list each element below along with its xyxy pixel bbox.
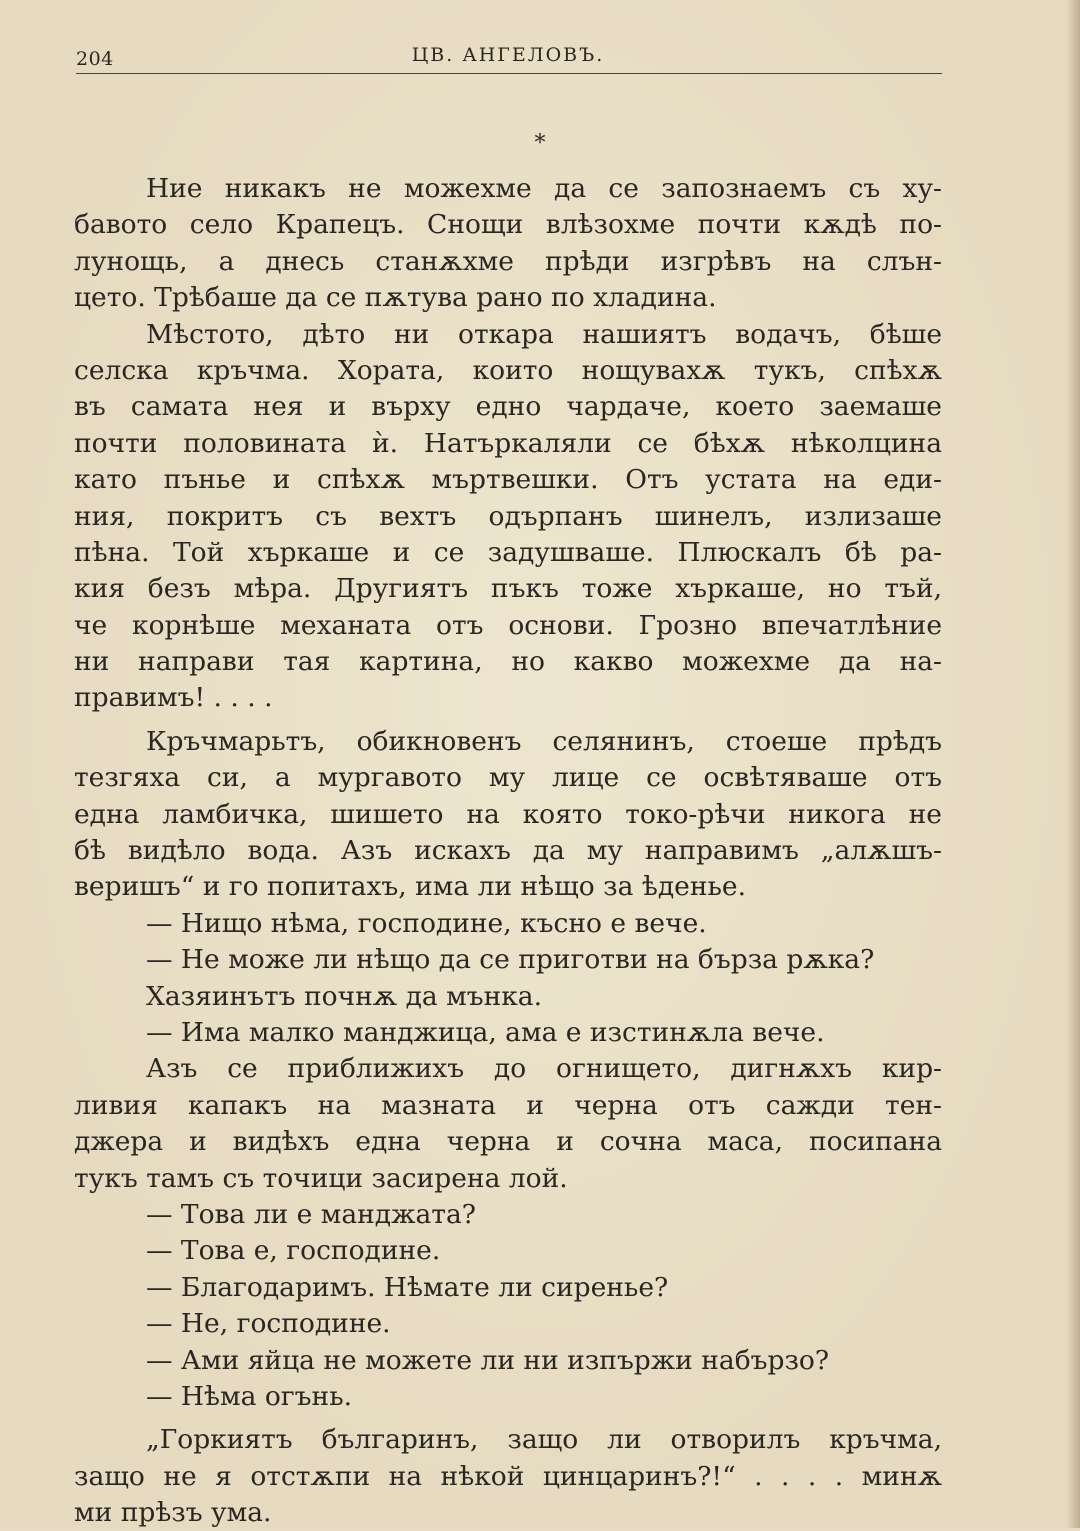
- paragraph: [74, 1233, 942, 1269]
- text-line: ния, покритъ съ вехтъ одърпанъ шинелъ, излизаше: [74, 500, 942, 532]
- paragraph: [74, 317, 942, 717]
- text-line: — Това е, господине.: [146, 1235, 441, 1267]
- section-asterism: *: [534, 131, 546, 156]
- body-text: [74, 171, 942, 1531]
- page-number: 204: [76, 48, 114, 70]
- text-line: цето. Трѣбаше да се пѫтува рано по хладина.: [74, 282, 717, 314]
- text-line: тезгяха си, а мургавото му лице се освѣтяваше отъ: [74, 762, 942, 794]
- text-line: защо не я отстѫпи на нѣкой цинцаринъ?!“ . . . . минѫ: [74, 1460, 942, 1492]
- text-line: ни направи тая картина, но какво можехме да на-: [74, 646, 942, 678]
- text-line: веришъ“ и го попитахъ, има ли нѣщо за ѣденье.: [74, 871, 747, 903]
- paragraph: [74, 1197, 942, 1233]
- paragraph-gap: [74, 1415, 942, 1422]
- page-edge-shadow: [1066, 0, 1080, 1528]
- paragraph: [74, 906, 942, 942]
- text-line: — Нѣма огънь.: [146, 1380, 353, 1412]
- text-line: почти половината ѝ. Натъркаляли се бѣхѫ нѣколцина: [74, 427, 942, 459]
- text-line: че корнѣше механата отъ основи. Грозно впечатлѣние: [74, 609, 942, 641]
- paragraph: [74, 171, 942, 317]
- text-line: — Това ли е манджата?: [146, 1198, 476, 1230]
- text-line: бѣ видѣло вода. Азъ искахъ да му направимъ „алѫшъ-: [74, 835, 942, 867]
- text-line: тукъ тамъ съ точици засирена лой.: [74, 1162, 568, 1194]
- text-line: като пъньe и спѣхѫ мъртвешки. Отъ устата на еди-: [74, 464, 942, 496]
- paragraph: [74, 724, 942, 906]
- text-line: бавото село Крапецъ. Снощи влѣзохме почти кѫдѣ по-: [74, 209, 942, 241]
- text-line: — Ами яйца не можете ли ни изпържи набързо?: [146, 1344, 830, 1376]
- text-line: — Не може ли нѣщо да се приготви на бърза рѫка?: [146, 944, 875, 976]
- paragraph: [74, 1015, 942, 1051]
- header-rule: [76, 73, 942, 74]
- text-line: Кръчмарьтъ, обикновенъ селянинъ, стоеше прѣдъ: [146, 725, 942, 757]
- paragraph: [74, 1343, 942, 1379]
- text-line: Ние никакъ не можехме да се запознаемъ съ ху-: [146, 173, 942, 204]
- text-line: кия безъ мѣра. Другиятъ пъкъ тоже хъркаше, но тъй,: [74, 573, 942, 605]
- text-line: селска кръчма. Хората, които нощувахѫ тукъ, спѣхѫ: [74, 354, 942, 386]
- paragraph-gap: [74, 717, 942, 724]
- text-line: Мѣстото, дѣто ни откара нашиятъ водачъ, бѣше: [146, 318, 942, 350]
- text-line: — Благодаримъ. Нѣмате ли сиренье?: [146, 1271, 669, 1303]
- paragraph: [74, 1422, 942, 1531]
- page-header: [76, 40, 940, 76]
- text-line: ливия капакъ на мазната и черна отъ сажди тен-: [74, 1089, 942, 1121]
- paragraph: [74, 1270, 942, 1306]
- text-line: — Не, господине.: [146, 1308, 391, 1340]
- paragraph: [74, 1379, 942, 1415]
- text-line: правимъ! . . . .: [74, 682, 273, 714]
- text-line: — Има малко манджица, ама е изстинѫла вече.: [146, 1016, 825, 1048]
- text-line: Азъ се приближихъ до огнището, дигнѫхъ кир-: [146, 1053, 942, 1085]
- text-line: джера и видѣхъ една черна и сочна маса, посипана: [74, 1126, 942, 1158]
- text-line: пѣна. Той хъркаше и се задушваше. Плюскалъ бѣ ра-: [74, 536, 942, 568]
- running-head: ЦВ. АНГЕЛОВЪ.: [411, 44, 605, 66]
- paragraph: [74, 1051, 942, 1197]
- text-line: ми прѣзъ ума.: [74, 1497, 272, 1529]
- paragraph: [74, 979, 942, 1015]
- text-line: лунощь, а днесь станѫхме прѣди изгрѣвъ на слън-: [74, 245, 942, 277]
- text-line: Хазяинътъ почнѫ да мънка.: [146, 980, 543, 1012]
- paragraph: [74, 942, 942, 978]
- text-line: въ самата нея и върху едно чардаче, което заемаше: [74, 391, 942, 423]
- paragraph: [74, 1306, 942, 1342]
- text-line: — Нищо нѣма, господине, късно е вече.: [146, 907, 707, 939]
- text-line: една ламбичка, шишето на която токо-рѣчи никога не: [74, 798, 942, 830]
- text-line: „Горкиятъ българинъ, защо ли отворилъ кръчма,: [146, 1424, 942, 1456]
